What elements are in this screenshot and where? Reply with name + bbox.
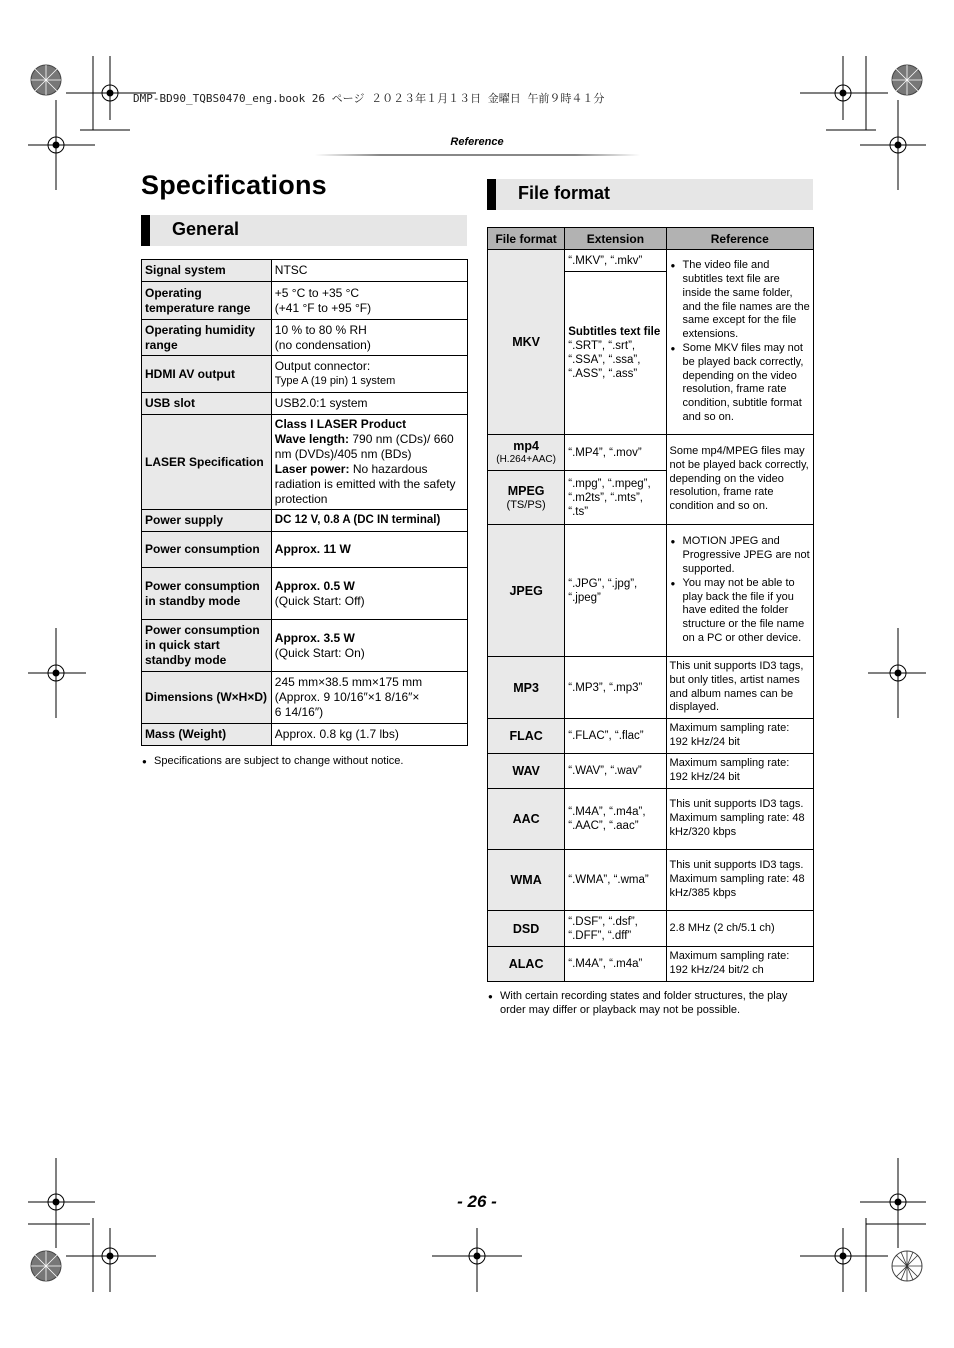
format-reference: Some mp4/MPEG files may not be played back correctly, depending on the video resolution, frame rate condition and so on. [666,435,813,525]
spec-label: Power consumption [142,532,272,568]
format-reference: Maximum sampling rate: 192 kHz/24 bit/2 ch [666,947,813,982]
spec-label: Dimensions (W×H×D) [142,672,272,724]
table-header-row [488,228,814,250]
spec-label: LASER Specification [142,415,272,510]
spec-label: Operating temperature range [142,282,272,320]
general-note: ● Specifications are subject to change without notice. [141,755,480,769]
file-format-note: ● With certain recording states and folder structures, the play order may differ or playback may not be possible. [487,990,814,1017]
format-name: ALAC [488,947,565,982]
table-row [142,282,468,320]
spec-label: USB slot [142,393,272,415]
table-row [142,724,468,746]
spec-value: Approx. 0.8 kg (1.7 lbs) [271,724,467,746]
format-name: FLAC [488,719,565,754]
spec-value: +5 °C to +35 °C (+41 °F to +95 °F) [271,282,467,320]
spec-value: Class I LASER Product Wave length: 790 nm (CDs)/ 660 nm (DVDs)/405 nm (BDs) Laser power: No hazardous radiation is emitted with the safety protection [271,415,467,510]
list-item: ● Some MKV files may not be played back correctly, depending on the video resolution, frame rate condition, subtitle format and so on. [670,342,810,425]
spec-value: NTSC [271,260,467,282]
spec-label: Operating humidity range [142,320,272,356]
spec-label: HDMI AV output [142,356,272,393]
table-row [142,356,468,393]
table-row [142,260,468,282]
format-extension: “.M4A”, “.m4a”, “.AAC”, “.aac” [565,789,666,850]
spec-value: Output connector: Type A (19 pin) 1 system [271,356,467,393]
spec-label: Signal system [142,260,272,282]
format-extension: “.FLAC”, “.flac” [565,719,666,754]
general-specs-table [141,259,468,746]
table-row [142,672,468,724]
format-extension: Subtitles text file “.SRT”, “.srt”, “.SSA”, “.ssa”, “.ASS”, “.ass” [565,272,666,435]
format-name: MKV [488,250,565,435]
format-reference [666,250,813,435]
spec-value: Approx. 11 W [271,532,467,568]
format-name: WAV [488,754,565,789]
format-extension: “.WMA”, “.wma” [565,850,666,911]
spec-value: 10 % to 80 % RH (no condensation) [271,320,467,356]
general-heading [141,215,467,246]
format-reference: Maximum sampling rate: 192 kHz/24 bit [666,754,813,789]
table-row [142,320,468,356]
spec-value: USB2.0:1 system [271,393,467,415]
format-extension: “.JPG”, “.jpg”, “.jpeg” [565,525,666,657]
table-row [142,415,468,510]
table-row [142,532,468,568]
format-reference: Maximum sampling rate: 192 kHz/24 bit [666,719,813,754]
spec-label: Power consumption in standby mode [142,568,272,620]
table-row [142,510,468,532]
list-item: ● The video file and subtitles text file are inside the same folder, and the file names are the same except for the file extensions. [670,259,810,342]
format-reference [666,525,813,657]
format-extension: “.M4A”, “.m4a” [565,947,666,982]
table-row [488,525,814,657]
format-reference: This unit supports ID3 tags. Maximum sampling rate: 48 kHz/385 kbps [666,850,813,911]
table-row [488,657,814,719]
spec-label: Power consumption in quick start standby mode [142,620,272,672]
section-divider [315,154,640,156]
column-header: File format [488,228,565,250]
spec-label: Power supply [142,510,272,532]
print-header: DMP-BD90_TQBS0470_eng.book 26 ページ ２０２３年１月１３日 金曜日 午前９時４１分 [133,92,605,105]
spec-value: 245 mm×38.5 mm×175 mm (Approx. 9 10/16″×1 8/16″× 6 14/16″) [271,672,467,724]
table-row [488,719,814,754]
format-extension: “.WAV”, “.wav” [565,754,666,789]
format-name: mp4 (H.264+AAC) [488,435,565,471]
format-name: MP3 [488,657,565,719]
spec-value: Approx. 0.5 W (Quick Start: Off) [271,568,467,620]
format-name: JPEG [488,525,565,657]
spec-value: Approx. 3.5 W (Quick Start: On) [271,620,467,672]
table-row [488,250,814,272]
format-reference: 2.8 MHz (2 ch/5.1 ch) [666,911,813,947]
format-extension: “.DSF”, “.dsf”, “.DFF”, “.dff” [565,911,666,947]
page-title: Specifications [141,170,327,200]
format-name: MPEG (TS/PS) [488,471,565,525]
format-extension: “.MP3”, “.mp3” [565,657,666,719]
column-header: Extension [565,228,666,250]
table-row [488,754,814,789]
format-name: WMA [488,850,565,911]
table-row [142,620,468,672]
format-name: DSD [488,911,565,947]
column-header: Reference [666,228,813,250]
format-reference: This unit supports ID3 tags. Maximum sampling rate: 48 kHz/320 kbps [666,789,813,850]
table-row [142,393,468,415]
table-row [488,789,814,850]
format-extension: “.MKV”, “.mkv” [565,250,666,272]
spec-label: Mass (Weight) [142,724,272,746]
table-row [488,947,814,982]
spec-value: DC 12 V, 0.8 A (DC IN terminal) [271,510,467,532]
section-label: Reference [450,136,504,148]
table-row [488,435,814,471]
table-row [488,911,814,947]
format-reference: This unit supports ID3 tags, but only titles, artist names and album names can be displayed. [666,657,813,719]
file-format-heading-text: File format [518,183,611,203]
format-extension: “.MP4”, “.mov” [565,435,666,471]
format-extension: “.mpg”, “.mpeg”, “.m2ts”, “.mts”, “.ts” [565,471,666,525]
list-item: ● You may not be able to play back the file if you have edited the folder structure or the file name on a PC or other device. [670,577,810,646]
list-item: ● MOTION JPEG and Progressive JPEG are not supported. [670,535,810,576]
format-name: AAC [488,789,565,850]
page-number: - 26 - [457,1192,497,1211]
table-row [488,850,814,911]
file-format-table [487,227,814,982]
file-format-heading [487,179,813,210]
table-row [142,568,468,620]
general-heading-text: General [172,219,240,239]
